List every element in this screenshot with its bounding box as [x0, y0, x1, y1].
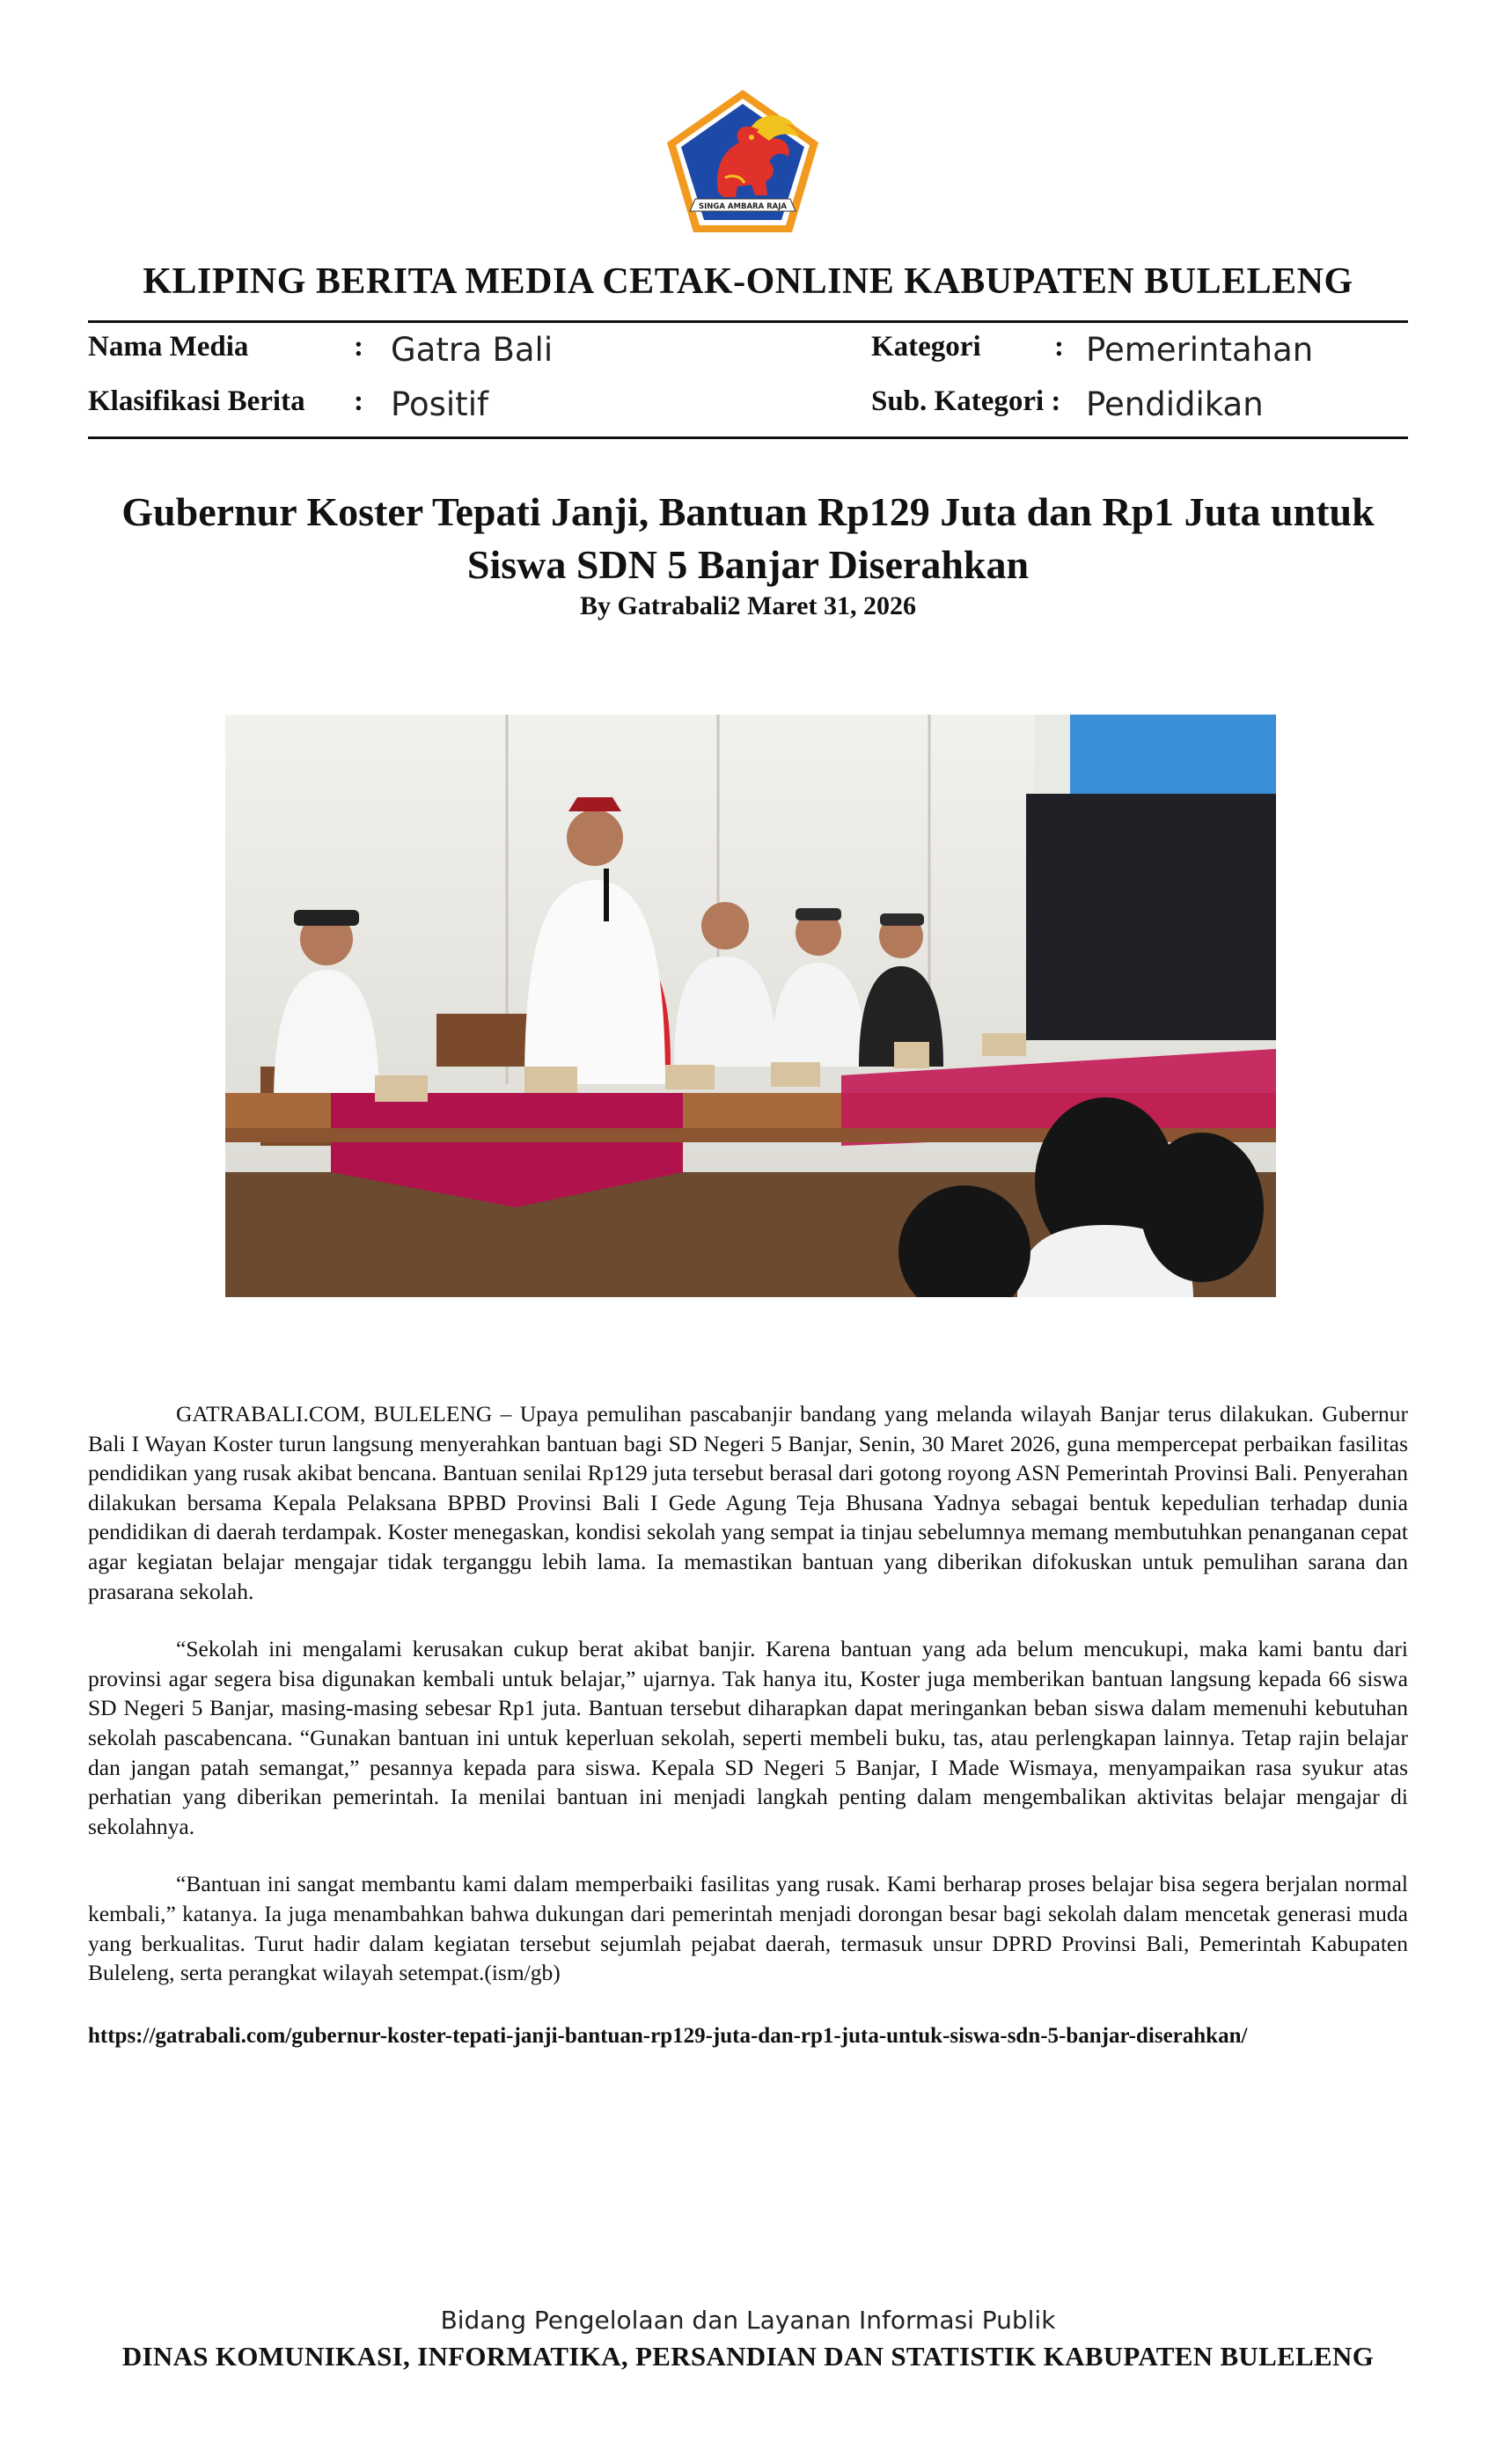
classification-colon: :	[354, 385, 363, 417]
subcategory-label: Sub. Kategori :	[871, 385, 1061, 417]
clipping-header-title: KLIPING BERITA MEDIA CETAK-ONLINE KABUPATEN BULELENG	[143, 261, 1353, 302]
svg-text:SINGA AMBARA RAJA: SINGA AMBARA RAJA	[699, 202, 787, 211]
category-label: Kategori	[871, 331, 981, 363]
emblem-icon	[664, 86, 822, 236]
category-value: Pemerintahan	[1086, 331, 1314, 369]
article-photo	[225, 715, 1276, 1297]
article-paragraph-1: GATRABALI.COM, BULELENG – Upaya pemulihan pascabanjir bandang yang melanda wilayah Banjar terus dilakukan. Gubernur Bali I Wayan Koster turun langsung menyerahkan bantuan bagi SD Negeri 5 Banjar, Senin, 30 Maret 2026, guna mempercepat perbaikan fasilitas pendidikan yang rusak akibat bencana. Bantuan senilai Rp129 juta tersebut berasal dari gotong royong ASN Pemerintah Provinsi Bali. Penyerahan dilakukan bersama Kepala Pelaksana BPBD Provinsi Bali I Gede Agung Teja Bhusana Yadnya sebagai bentuk kepedulian terhadap dunia pendidikan di daerah terdampak. Koster menegaskan, kondisi sekolah yang sempat ia tinjau sebelumnya memang membutuhkan penanganan cepat agar kegiatan belajar mengajar tidak terganggu lebih lama. Ia memastikan bantuan yang diberikan difokuskan untuk pemulihan sarana dan prasarana sekolah.	[88, 1401, 1408, 1604]
classification-value: Positif	[391, 385, 488, 423]
source-url-link[interactable]: https://gatrabali.com/gubernur-koster-tepati-janji-bantuan-rp129-juta-dan-rp1-juta-untuk-siswa-sdn-5-banjar-diserahkan/	[88, 2024, 1248, 2048]
header-divider-top	[88, 320, 1408, 323]
buleleng-emblem-logo	[664, 86, 822, 236]
article-title-line-2: Siswa SDN 5 Banjar Diserahkan	[466, 542, 1030, 587]
article-byline: By Gatrabali2 Maret 31, 2026	[580, 591, 916, 620]
footer-agency: DINAS KOMUNIKASI, INFORMATIKA, PERSANDIAN DAN STATISTIK KABUPATEN BULELENG	[121, 2341, 1375, 2372]
classification-label: Klasifikasi Berita	[88, 385, 305, 417]
article-paragraph-3: “Bantuan ini sangat membantu kami dalam memperbaiki fasilitas yang rusak. Kami berharap proses belajar bisa segera berjalan normal kembali,” katanya. Ia juga menambahkan bahwa dukungan dari pemerintah menjadi dorongan besar bagi sekolah dalam mencetak generasi muda yang berkualitas. Turut hadir dalam kegiatan tersebut sejumlah pejabat daerah, termasuk unsur DPRD Provinsi Bali, Pemerintah Kabupaten Buleleng, serta perangkat wilayah setempat.(ism/gb)	[88, 1871, 1408, 1986]
classroom-scene-image	[225, 715, 1276, 1297]
category-colon: :	[1054, 331, 1064, 363]
media-name-value: Gatra Bali	[391, 331, 554, 369]
subcategory-value: Pendidikan	[1086, 385, 1264, 423]
footer-department: Bidang Pengelolaan dan Layanan Informasi Publik	[440, 2306, 1056, 2335]
media-name-label: Nama Media	[88, 331, 249, 363]
article-paragraph-2: “Sekolah ini mengalami kerusakan cukup berat akibat banjir. Karena bantuan yang ada belum mencukupi, maka kami bantu dari provinsi agar segera bisa digunakan kembali untuk belajar,” ujarnya. Tak hanya itu, Koster juga memberikan bantuan langsung kepada 66 siswa SD Negeri 5 Banjar, masing-masing sebesar Rp1 juta. Bantuan tersebut diharapkan dapat meringankan beban siswa dalam memenuhi kebutuhan sekolah pascabencana. “Gunakan bantuan ini untuk keperluan sekolah, seperti membeli buku, tas, atau perlengkapan lainnya. Tetap rajin belajar dan jangan patah semangat,” pesannya kepada para siswa. Kepala SD Negeri 5 Banjar, I Made Wismaya, menyampaikan rasa syukur atas perhatian yang diberikan pemerintah. Ia menilai bantuan ini menjadi langkah penting dalam mengembalikan aktivitas belajar mengajar di sekolahnya.	[88, 1636, 1408, 1839]
article-title	[88, 486, 1408, 591]
media-name-colon: :	[354, 331, 363, 363]
header-divider-bottom	[88, 436, 1408, 439]
article-title-line-1: Gubernur Koster Tepati Janji, Bantuan Rp129 Juta dan Rp1 Juta untuk	[121, 489, 1375, 534]
article-body	[88, 1399, 1408, 2016]
